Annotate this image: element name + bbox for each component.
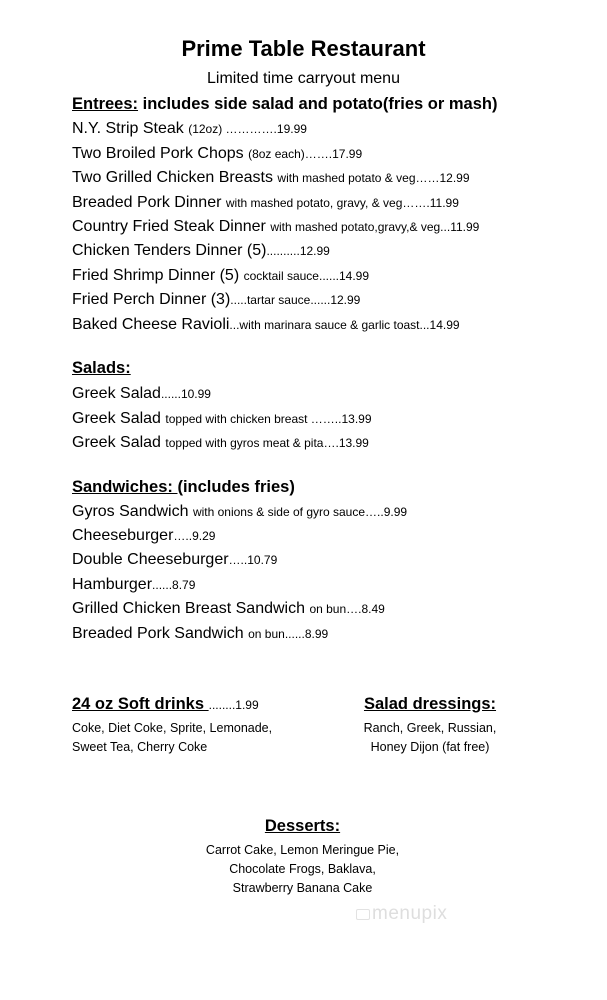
menu-item-entree xyxy=(72,242,330,260)
menu-item-entree xyxy=(72,291,360,309)
sandwiches-heading-note: includes fries) xyxy=(182,478,295,496)
item-price: 13.99 xyxy=(338,436,369,450)
item-name: Hamburger xyxy=(72,576,153,593)
menu-item-sandwich xyxy=(72,551,277,569)
desserts-line: Carrot Cake, Lemon Meringue Pie, xyxy=(205,843,400,857)
item-name: Two Grilled Chicken Breasts xyxy=(72,169,278,186)
menu-item-sandwich xyxy=(72,503,407,521)
item-price: 9.29 xyxy=(192,529,216,543)
menu-item-entree xyxy=(72,169,470,187)
item-detail: with mashed potato,gravy,& veg... xyxy=(270,220,451,234)
dressings-list xyxy=(340,719,520,757)
desserts-section xyxy=(180,817,425,898)
item-detail: (8oz each)……. xyxy=(248,147,333,161)
item-name: Breaded Pork Sandwich xyxy=(72,625,249,642)
item-detail: ….. xyxy=(228,553,248,567)
item-detail: .......... xyxy=(266,244,300,258)
menu-item-salad xyxy=(72,410,372,428)
item-detail: .....tartar sauce...... xyxy=(230,293,331,307)
item-detail: ...... xyxy=(160,387,181,401)
sandwiches-heading-label: Sandwiches: ( xyxy=(72,478,183,496)
item-detail: on bun…. xyxy=(309,602,362,616)
entrees-heading xyxy=(72,95,497,114)
item-name: Grilled Chicken Breast Sandwich xyxy=(72,600,310,617)
desserts-list xyxy=(180,841,425,898)
item-name: Double Cheeseburger xyxy=(72,551,229,568)
soft-drinks-detail: ........ xyxy=(208,698,236,712)
item-name: Fried Shrimp Dinner (5) xyxy=(72,267,244,284)
item-detail: on bun...... xyxy=(248,627,305,641)
menu-item-salad xyxy=(72,434,369,452)
dressings-section xyxy=(340,695,520,757)
item-price: 13.99 xyxy=(341,412,372,426)
item-detail: (12oz) …………. xyxy=(188,122,277,136)
item-name: Greek Salad xyxy=(72,410,166,427)
entrees-heading-label: Entrees: xyxy=(72,95,139,113)
item-name: Gyros Sandwich xyxy=(72,503,193,520)
menupix-logo-icon xyxy=(356,909,370,920)
soft-drinks-heading xyxy=(72,695,272,714)
menu-subtitle: Limited time carryout menu xyxy=(207,70,400,87)
dressings-line: Ranch, Greek, Russian, xyxy=(363,721,497,735)
item-price: 14.99 xyxy=(338,269,370,283)
menu-item-entree xyxy=(72,218,479,236)
menu-item-sandwich xyxy=(72,625,328,643)
item-name: Two Broiled Pork Chops xyxy=(72,145,249,162)
menupix-watermark xyxy=(372,903,447,925)
soft-drinks-section xyxy=(72,695,272,757)
item-name: N.Y. Strip Steak xyxy=(72,120,189,137)
item-price: 8.49 xyxy=(361,602,385,616)
item-price: 8.79 xyxy=(172,578,196,592)
menu-item-sandwich xyxy=(72,600,385,618)
soft-drinks-heading-label: 24 oz Soft drinks xyxy=(72,695,209,713)
item-price: 17.99 xyxy=(332,147,363,161)
item-detail: ...with marinara sauce & garlic toast... xyxy=(229,318,430,332)
item-name: Breaded Pork Dinner xyxy=(72,194,226,211)
item-price: 11.99 xyxy=(450,220,480,234)
menu-item-entree xyxy=(72,267,369,285)
item-detail: topped with chicken breast …….. xyxy=(165,412,342,426)
item-name: Baked Cheese Ravioli xyxy=(72,316,230,333)
restaurant-title: Prime Table Restaurant xyxy=(181,36,426,61)
item-price: 12.99 xyxy=(330,293,361,307)
menu-item-entree xyxy=(72,145,362,163)
soft-drinks-price: 1.99 xyxy=(235,698,259,712)
item-price: 12.99 xyxy=(439,171,470,185)
item-price: 12.99 xyxy=(299,244,330,258)
item-price: 10.99 xyxy=(180,387,211,401)
item-detail: topped with gyros meat & pita…. xyxy=(165,436,339,450)
item-name: Cheeseburger xyxy=(72,527,174,544)
item-detail: cocktail sauce...... xyxy=(243,269,339,283)
menu-item-salad xyxy=(72,385,211,403)
soft-drinks-line: Sweet Tea, Cherry Coke xyxy=(72,740,208,754)
soft-drinks-line: Coke, Diet Coke, Sprite, Lemonade, xyxy=(72,721,273,735)
item-detail: with mashed potato & veg…… xyxy=(277,171,440,185)
item-name: Chicken Tenders Dinner (5) xyxy=(72,242,267,259)
salads-heading-label: Salads: xyxy=(72,359,131,377)
item-price: 11.99 xyxy=(429,196,459,210)
item-detail: ...... xyxy=(152,578,173,592)
item-name: Fried Perch Dinner (3) xyxy=(72,291,231,308)
item-name: Greek Salad xyxy=(72,385,161,402)
menu-item-sandwich xyxy=(72,527,215,545)
item-detail: with onions & side of gyro sauce….. xyxy=(192,505,384,519)
sandwiches-heading xyxy=(72,478,295,497)
dressings-heading: Salad dressings: xyxy=(363,695,497,713)
entrees-heading-note: includes side salad and potato(fries or mash) xyxy=(138,95,498,113)
watermark-text: menupix xyxy=(372,903,448,924)
item-detail: ….. xyxy=(173,529,193,543)
soft-drinks-list xyxy=(72,719,272,757)
menu-item-sandwich xyxy=(72,576,195,594)
item-name: Country Fried Steak Dinner xyxy=(72,218,271,235)
item-price: 14.99 xyxy=(429,318,460,332)
item-price: 10.79 xyxy=(247,553,278,567)
menu-item-entree xyxy=(72,316,460,334)
salads-heading xyxy=(72,359,131,378)
menu-item-entree xyxy=(72,194,459,212)
item-price: 19.99 xyxy=(276,122,307,136)
item-name: Greek Salad xyxy=(72,434,166,451)
dressings-line: Honey Dijon (fat free) xyxy=(370,740,490,754)
desserts-heading: Desserts: xyxy=(264,817,341,835)
item-price: 9.99 xyxy=(383,505,408,519)
menu-item-entree xyxy=(72,120,307,138)
desserts-line: Chocolate Frogs, Baklava, xyxy=(229,862,376,876)
desserts-line: Strawberry Banana Cake xyxy=(232,881,373,895)
item-detail: with mashed potato, gravy, & veg……. xyxy=(225,196,430,210)
item-price: 8.99 xyxy=(304,627,329,641)
